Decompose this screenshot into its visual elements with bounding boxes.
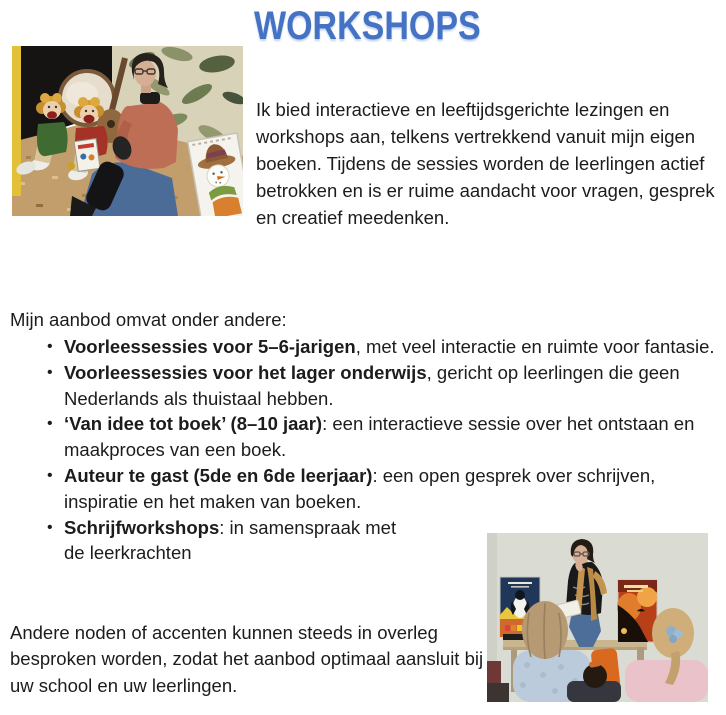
bullet-bold-text: Voorleessessies voor het lager onderwijs: [64, 361, 427, 383]
bullet-bold-text: Auteur te gast (5de en 6de leerjaar): [64, 464, 373, 486]
night-book-poster: [617, 580, 657, 642]
collar: [140, 92, 160, 104]
bullet-rest-text: : in samenspraak met de leerkrachten: [64, 516, 397, 564]
list-item: [45, 360, 721, 412]
picture-book: [74, 139, 100, 172]
list-item: [45, 411, 721, 463]
list-item: [45, 515, 409, 567]
author-with-puppets-photo: [12, 46, 243, 216]
bullet-rest-text: , gericht op leerlingen die geen Nederlands als thuistaal hebben.: [64, 361, 680, 409]
intro-paragraph: Ik bied interactieve en leeftijdsgerichte lezingen en workshops aan, telkens vertrekkend vanuit mijn eigen boeken. Tijdens de sessies worden de leerlingen actief betrokken en is er ruime aandacht voor vragen, gesprek en creatief meedenken.: [256, 98, 715, 228]
bullet-rest-text: : een open gesprek over schrijven, inspiratie en het maken van boeken.: [64, 464, 656, 512]
offer-heading: Mijn aanbod omvat onder andere:: [10, 308, 287, 330]
list-item: [45, 334, 721, 360]
yellow-ball: [67, 162, 75, 170]
closing-paragraph: Andere noden of accenten kunnen steeds in overleg besproken worden, zodat het aanbod optimaal aansluit bij uw school en uw leerlingen.: [10, 621, 484, 696]
bullet-bold-text: Schrijfworkshops: [64, 516, 220, 538]
list-item: [45, 463, 721, 515]
bullet-rest-text: : een interactieve sessie over het ontstaan en maakproces van een boek.: [64, 413, 695, 461]
reading-session-illustration: [487, 533, 708, 702]
page-title: WORKSHOPS: [254, 4, 481, 48]
bullet-bold-text: ‘Van idee tot boek’ (8–10 jaar): [64, 413, 323, 435]
author-reading-to-children-photo: [487, 533, 708, 702]
offer-list: [45, 334, 721, 566]
bullet-bold-text: Voorleessessies voor 5–6-jarigen: [64, 336, 356, 357]
author-with-puppets-illustration: [12, 46, 243, 216]
bullet-rest-text: , met veel interactie en ruimte voor fantasie.: [355, 336, 715, 357]
